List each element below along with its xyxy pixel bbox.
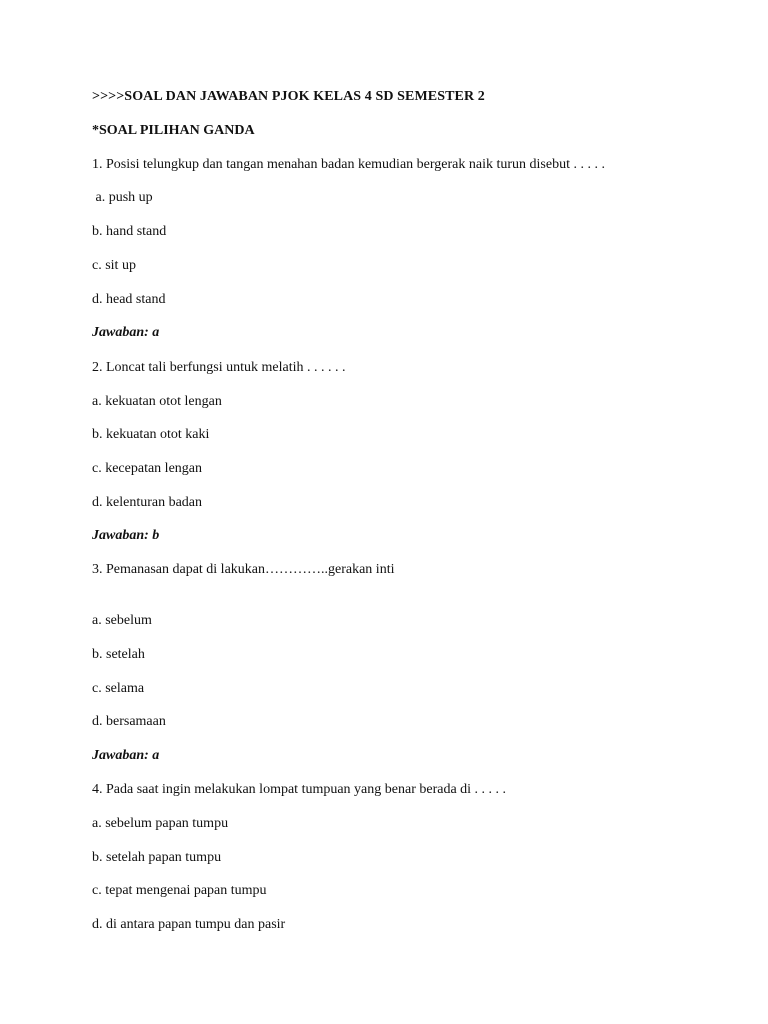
question-2-option-c: c. kecepatan lengan: [92, 461, 202, 476]
question-2-answer: Jawaban: b: [92, 528, 160, 543]
document-title: >>>>SOAL DAN JAWABAN PJOK KELAS 4 SD SEMESTER 2: [92, 89, 485, 104]
question-4-option-b: b. setelah papan tumpu: [92, 850, 222, 865]
section-heading: *SOAL PILIHAN GANDA: [92, 123, 255, 138]
question-2-option-a: a. kekuatan otot lengan: [92, 394, 222, 409]
question-3-option-c: c. selama: [92, 681, 145, 696]
question-3-option-b: b. setelah: [92, 647, 145, 662]
question-4-option-a: a. sebelum papan tumpu: [92, 816, 229, 831]
question-3-option-a: a. sebelum: [92, 613, 152, 628]
question-1-text: 1. Posisi telungkup dan tangan menahan badan kemudian bergerak naik turun disebut . . . . .: [92, 157, 605, 172]
question-1-answer: Jawaban: a: [92, 325, 160, 340]
question-1-option-a: a. push up: [92, 190, 153, 205]
question-2-text: 2. Loncat tali berfungsi untuk melatih . . . . . .: [92, 360, 346, 375]
question-4-option-d: d. di antara papan tumpu dan pasir: [92, 917, 286, 932]
question-1-option-c: c. sit up: [92, 258, 136, 273]
question-4-text: 4. Pada saat ingin melakukan lompat tumpuan yang benar berada di . . . . .: [92, 782, 507, 797]
question-3-answer: Jawaban: a: [92, 748, 160, 763]
question-3-text: 3. Pemanasan dapat di lakukan…………..gerakan inti: [92, 562, 395, 577]
question-2-option-d: d. kelenturan badan: [92, 495, 203, 510]
question-3-option-d: d. bersamaan: [92, 714, 166, 729]
question-4-option-c: c. tepat mengenai papan tumpu: [92, 883, 267, 898]
question-1-option-b: b. hand stand: [92, 224, 167, 239]
question-1-option-d: d. head stand: [92, 292, 166, 307]
question-2-option-b: b. kekuatan otot kaki: [92, 427, 210, 442]
